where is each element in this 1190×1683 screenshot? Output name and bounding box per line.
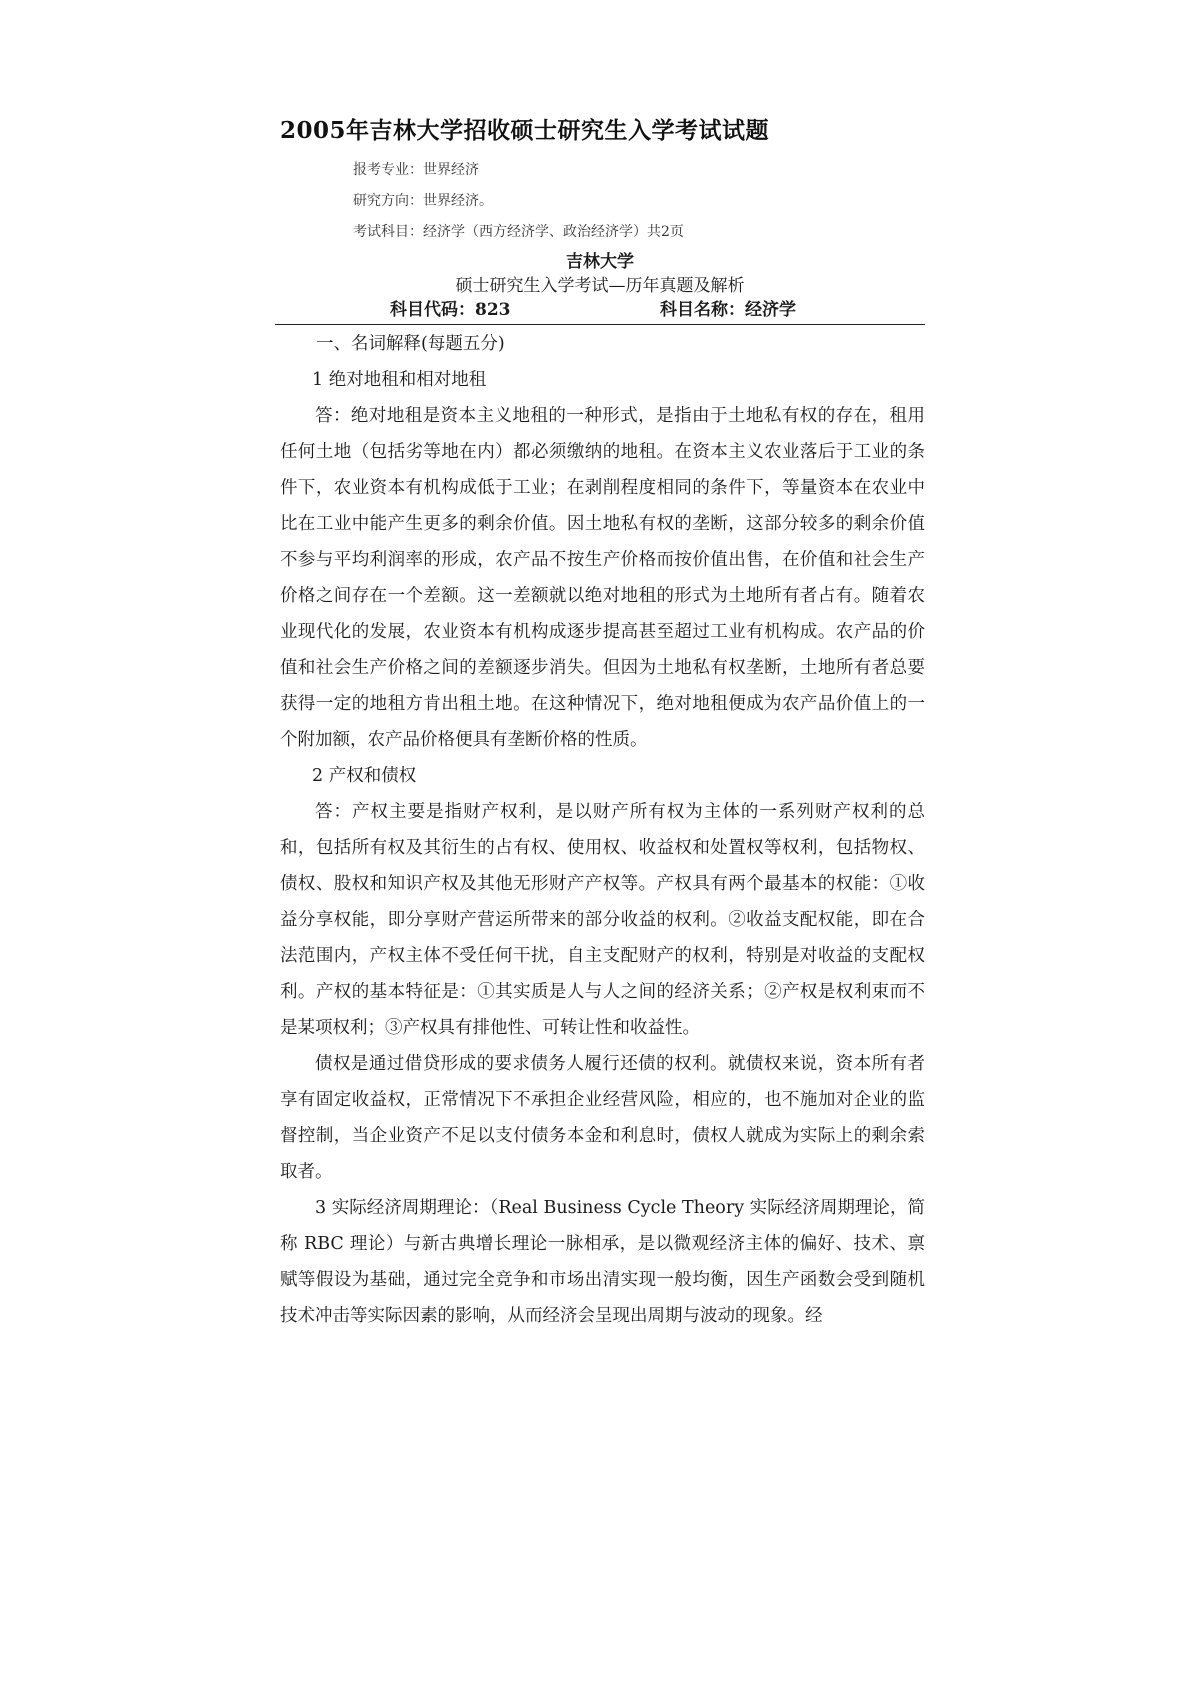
subject-code: 科目代码：823 bbox=[390, 300, 511, 320]
question-1: 1 绝对地租和相对地租 bbox=[312, 370, 487, 390]
exam-major: 报考专业：世界经济 bbox=[353, 162, 479, 178]
answer-2-continued: 债权是通过借贷形成的要求债务人履行还债的权利。就债权来说，资本所有者享有固定收益权，正常情况下不承担企业经营风险，相应的，也不施加对企业的监督控制，当企业资产不足以支付债务本金和利息时，债权人就成为实际上的剩余索取者。 bbox=[280, 1054, 925, 1182]
question-2: 2 产权和债权 bbox=[312, 766, 417, 786]
header-rule bbox=[275, 324, 925, 325]
subject-row bbox=[275, 298, 925, 322]
subject-name: 科目名称：经济学 bbox=[660, 300, 796, 320]
answer-1: 答：绝对地租是资本主义地租的一种形式，是指由于土地私有权的存在，租用任何土地（包括劣等地在内）都必须缴纳的地租。在资本主义农业落后于工业的条件下，农业资本有机构成低于工业；在剥削程度相同的条件下，等量资本在农业中比在工业中能产生更多的剩余价值。因土地私有权的垄断，这部分较多的剩余价值不参与平均利润率的形成，农产品不按生产价格而按价值出售，在价值和社会生产价格之间存在一个差额。这一差额就以绝对地租的形式为土地所有者占有。随着农业现代化的发展，农业资本有机构成逐步提高甚至超过工业有机构成。农产品的价值和社会生产价格之间的差额逐步消失。但因为土地私有权垄断，土地所有者总要获得一定的地租方肯出租土地。在这种情况下，绝对地租便成为农产品价值上的一个附加额，农产品价格便具有垄断价格的性质。 bbox=[280, 406, 925, 750]
exam-direction: 研究方向：世界经济。 bbox=[353, 193, 493, 209]
exam-title: 2005年吉林大学招收硕士研究生入学考试试题 bbox=[280, 117, 770, 144]
section-heading: 一、名词解释(每题五分) bbox=[316, 334, 505, 354]
publisher-header bbox=[275, 250, 925, 322]
answer-2: 答：产权主要是指财产权利，是以财产所有权为主体的一系列财产权利的总和，包括所有权及其衍生的占有权、使用权、收益权和处置权等权利，包括物权、债权、股权和知识产权及其他无形财产产权等。产权具有两个最基本的权能：①收益分享权能，即分享财产营运所带来的部分收益的权利。②收益支配权能，即在合法范围内，产权主体不受任何干扰，自主支配财产的权利，特别是对收益的支配权利。产权的基本特征是：①其实质是人与人之间的经济关系；②产权是权利束而不是某项权利；③产权具有排他性、可转让性和收益性。 bbox=[280, 802, 925, 1038]
question-3: 3 实际经济周期理论：（Real Business Cycle Theory 实际经济周期理论，简称 RBC 理论）与新古典增长理论一脉相承，是以微观经济主体的偏好、技术、禀赋等假设为基础，通过完全竞争和市场出清实现一般均衡，因生产函数会受到随机技术冲击等实际因素的影响，从而经济会呈现出周期与波动的现象。经 bbox=[280, 1198, 925, 1326]
collection-subtitle: 硕士研究生入学考试—历年真题及解析 bbox=[455, 276, 745, 296]
school-name: 吉林大学 bbox=[566, 252, 634, 272]
exam-subject: 考试科目：经济学（西方经济学、政治经济学）共2页 bbox=[353, 224, 684, 240]
document-body bbox=[280, 326, 925, 1334]
